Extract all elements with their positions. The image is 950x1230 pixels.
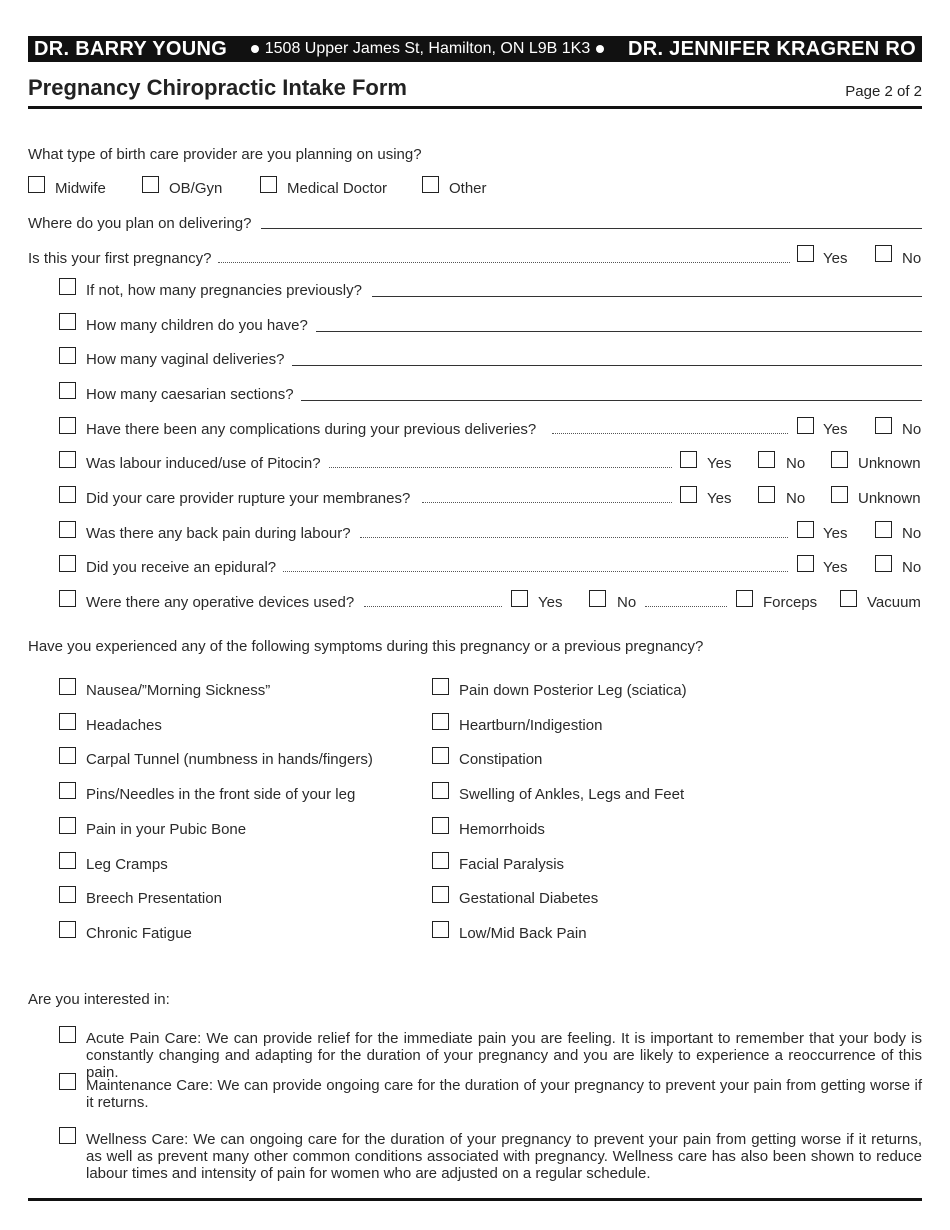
epidural-question: Did you receive an epidural? [86,559,277,576]
heartburn-checkbox[interactable] [432,713,449,730]
operative-no-checkbox[interactable] [589,590,606,607]
induced-checkbox[interactable] [59,451,76,468]
swelling-label: Swelling of Ankles, Legs and Feet [459,786,685,803]
caesarian-checkbox[interactable] [59,382,76,399]
no-label: No [902,250,922,267]
header-divider [28,106,922,109]
medical-doctor-label: Medical Doctor [287,180,388,197]
operative-question: Were there any operative devices used? [86,594,355,611]
no-label: No [786,490,806,507]
other-label: Other [449,180,487,197]
children-input[interactable] [316,331,922,332]
back-pain-symptom-checkbox[interactable] [432,921,449,938]
epidural-no-checkbox[interactable] [875,555,892,572]
leader-dots [360,537,788,538]
vacuum-checkbox[interactable] [840,590,857,607]
operative-checkbox[interactable] [59,590,76,607]
no-label: No [902,559,922,576]
yes-label: Yes [823,421,848,438]
leader-dots [329,467,672,468]
complications-question: Have there been any complications during your previous deliveries? [86,421,537,438]
epidural-yes-checkbox[interactable] [797,555,814,572]
footer-divider [28,1198,922,1201]
no-label: No [786,455,806,472]
leader-dots [552,433,788,434]
yes-label: Yes [707,490,732,507]
back-pain-symptom-label: Low/Mid Back Pain [459,925,587,942]
sciatica-label: Pain down Posterior Leg (sciatica) [459,682,687,699]
doctor-left: DR. BARRY YOUNG [34,37,228,60]
headaches-label: Headaches [86,717,162,734]
swelling-checkbox[interactable] [432,782,449,799]
membranes-no-checkbox[interactable] [758,486,775,503]
yes-label: Yes [707,455,732,472]
clinic-banner [28,36,922,62]
leader-dots [364,606,502,607]
nausea-checkbox[interactable] [59,678,76,695]
heartburn-label: Heartburn/Indigestion [459,717,603,734]
doctor-right: DR. JENNIFER KRAGREN RO [627,37,916,60]
wellness-care-text: Wellness Care: We can ongoing care for the duration of your pregnancy to prevent your pain from getting worse if it returns, as well as prevent many other common conditions associated with pregnancy. Wellness care has also been shown to reduce labour times and intensity of pain for women who are adjusted on a regular schedule. [86,1131,922,1182]
pubic-bone-checkbox[interactable] [59,817,76,834]
pubic-bone-label: Pain in your Pubic Bone [86,821,247,838]
constipation-checkbox[interactable] [432,747,449,764]
yes-label: Yes [538,594,563,611]
caesarian-question: How many caesarian sections? [86,386,294,403]
induced-question: Was labour induced/use of Pitocin? [86,455,321,472]
delivery-question: Where do you plan on delivering? [28,215,252,232]
prev-pregnancies-checkbox[interactable] [59,278,76,295]
leader-dots [218,262,790,263]
vacuum-label: Vacuum [867,594,921,611]
clinic-address [245,40,611,58]
chronic-fatigue-label: Chronic Fatigue [86,925,192,942]
address-text: 1508 Upper James St, Hamilton, ON L9B 1K3 [264,40,591,57]
maintenance-care-text: Maintenance Care: We can provide ongoing care for the duration of your pregnancy to prevent your pain from getting worse if it returns. [86,1077,922,1111]
leg-cramps-label: Leg Cramps [86,856,168,873]
forceps-label: Forceps [763,594,818,611]
children-checkbox[interactable] [59,313,76,330]
first-pregnancy-yes-checkbox[interactable] [797,245,814,262]
no-label: No [617,594,637,611]
breech-label: Breech Presentation [86,890,222,907]
complications-no-checkbox[interactable] [875,417,892,434]
gestational-diabetes-label: Gestational Diabetes [459,890,599,907]
carpal-tunnel-checkbox[interactable] [59,747,76,764]
facial-paralysis-checkbox[interactable] [432,852,449,869]
nausea-label: Nausea/”Morning Sickness” [86,682,271,699]
unknown-label: Unknown [858,455,921,472]
complications-yes-checkbox[interactable] [797,417,814,434]
membranes-question: Did your care provider rupture your membranes? [86,490,411,507]
midwife-checkbox[interactable] [28,176,45,193]
induced-unknown-checkbox[interactable] [831,451,848,468]
vaginal-input[interactable] [292,365,922,366]
vaginal-checkbox[interactable] [59,347,76,364]
back-pain-no-checkbox[interactable] [875,521,892,538]
yes-label: Yes [823,250,848,267]
vaginal-question: How many vaginal deliveries? [86,351,285,368]
induced-no-checkbox[interactable] [758,451,775,468]
gestational-diabetes-checkbox[interactable] [432,886,449,903]
medical-doctor-checkbox[interactable] [260,176,277,193]
back-pain-question: Was there any back pain during labour? [86,525,351,542]
facial-paralysis-label: Facial Paralysis [459,856,565,873]
headaches-checkbox[interactable] [59,713,76,730]
epidural-checkbox[interactable] [59,555,76,572]
provider-question: What type of birth care provider are you planning on using? [28,146,422,163]
operative-yes-checkbox[interactable] [511,590,528,607]
membranes-unknown-checkbox[interactable] [831,486,848,503]
caesarian-input[interactable] [301,400,922,401]
pins-needles-checkbox[interactable] [59,782,76,799]
wellness-care-checkbox[interactable] [59,1127,76,1144]
sciatica-checkbox[interactable] [432,678,449,695]
back-pain-yes-checkbox[interactable] [797,521,814,538]
pins-needles-label: Pins/Needles in the front side of your leg [86,786,356,803]
no-label: No [902,525,922,542]
symptoms-question: Have you experienced any of the following symptoms during this pregnancy or a previous pregnancy? [28,638,704,655]
complications-checkbox[interactable] [59,417,76,434]
forceps-checkbox[interactable] [736,590,753,607]
page-title: Pregnancy Chiropractic Intake Form [28,75,407,100]
other-checkbox[interactable] [422,176,439,193]
leader-dots [283,571,788,572]
leg-cramps-checkbox[interactable] [59,852,76,869]
chronic-fatigue-checkbox[interactable] [59,921,76,938]
children-question: How many children do you have? [86,317,308,334]
page-number: Page 2 of 2 [845,83,922,100]
maintenance-care-checkbox[interactable] [59,1073,76,1090]
midwife-label: Midwife [55,180,106,197]
first-pregnancy-no-checkbox[interactable] [875,245,892,262]
interest-question: Are you interested in: [28,991,170,1008]
prev-pregnancies-input[interactable] [372,296,922,297]
acute-care-checkbox[interactable] [59,1026,76,1043]
prev-pregnancies-question: If not, how many pregnancies previously? [86,282,362,299]
yes-label: Yes [823,559,848,576]
no-label: No [902,421,922,438]
membranes-checkbox[interactable] [59,486,76,503]
hemorrhoids-label: Hemorrhoids [459,821,545,838]
obgyn-label: OB/Gyn [169,180,223,197]
obgyn-checkbox[interactable] [142,176,159,193]
yes-label: Yes [823,525,848,542]
hemorrhoids-checkbox[interactable] [432,817,449,834]
leader-dots [645,606,727,607]
delivery-input[interactable] [261,228,922,229]
membranes-yes-checkbox[interactable] [680,486,697,503]
back-pain-checkbox[interactable] [59,521,76,538]
leader-dots [422,502,672,503]
constipation-label: Constipation [459,751,543,768]
breech-checkbox[interactable] [59,886,76,903]
first-pregnancy-question: Is this your first pregnancy? [28,250,212,267]
induced-yes-checkbox[interactable] [680,451,697,468]
acute-care-text: Acute Pain Care: We can provide relief for the immediate pain you are feeling. It is important to remember that your body is constantly changing and adapting for the duration of your pregnancy and you are likely to experience a reoccurrence of this pain. [86,1030,922,1081]
unknown-label: Unknown [858,490,921,507]
carpal-tunnel-label: Carpal Tunnel (numbness in hands/fingers) [86,751,373,768]
